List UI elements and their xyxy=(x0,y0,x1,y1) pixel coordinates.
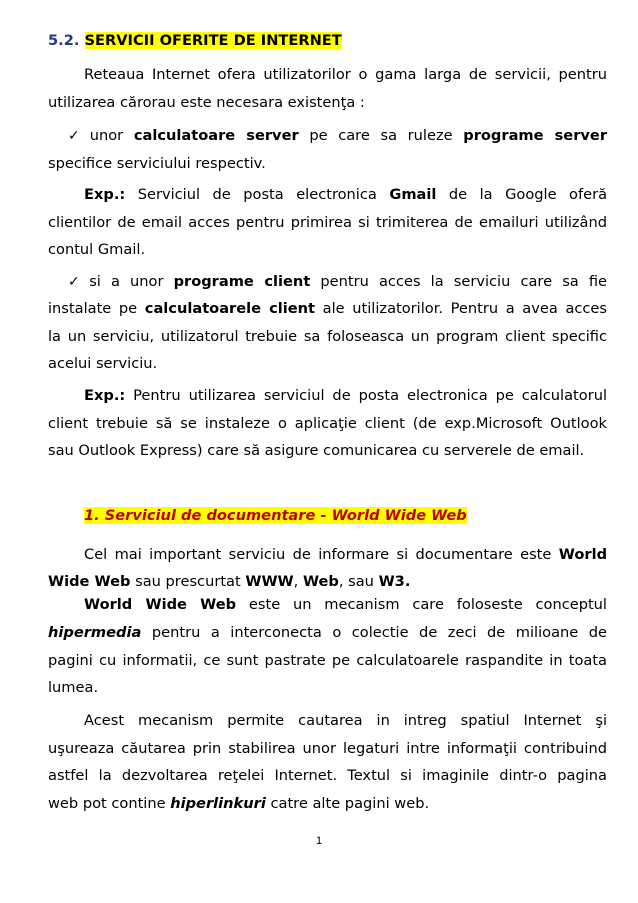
paragraph-2-line-4: lumea. xyxy=(48,679,99,696)
example-2-line-1: Exp.: Pentru utilizarea serviciul de posta electronica pe calculatorul xyxy=(84,387,607,404)
example-2-line-3: sau Outlook Express) care să asigure comunicarea cu serverele de email. xyxy=(48,442,585,459)
example-2-label: Exp.: xyxy=(84,387,126,404)
heading-number: 5.2. xyxy=(48,32,80,49)
example-2-line-2: client trebuie să se instaleze o aplicaţie client (de exp.Microsoft Outlook xyxy=(48,415,607,432)
bullet-2-line-2: instalate pe calculatoarele client ale utilizatorilor. Pentru a avea acces xyxy=(48,300,608,317)
bullet-1-term-server: calculatoare server xyxy=(133,127,299,144)
bullet-1-term-program: programe server xyxy=(463,127,608,144)
intro-line-2: utilizarea cărorau este necesara existenţa : xyxy=(48,94,365,111)
bullet-1-line-1: ✓ unor calculatoare server pe care sa ruleze programe server xyxy=(68,127,608,144)
intro-line-1: Reteaua Internet ofera utilizatorilor o gama larga de servicii, pentru xyxy=(84,66,607,83)
example-1-line-2: clientilor de email acces pentru primirea si trimiterea de emailuri utilizând xyxy=(48,214,607,231)
section-heading xyxy=(48,32,607,50)
paragraph-2-line-3: pagini cu informatii, ce sunt pastrate pe calculatoarele raspandite in toata xyxy=(48,652,607,669)
page-number: 1 xyxy=(315,835,323,847)
heading-title: SERVICII OFERITE DE INTERNET xyxy=(84,32,342,49)
example-1-label: Exp.: xyxy=(84,186,126,203)
bullet-2-line-3: la un serviciu, utilizatorul trebuie sa foloseasca un program client specific xyxy=(48,328,607,345)
bullet-1-line-2: specifice serviciului respectiv. xyxy=(48,155,266,172)
paragraph-1-line-2: Wide Web sau prescurtat WWW, Web, sau W3. xyxy=(48,573,411,590)
bullet-2-line-1: ✓ si a unor programe client pentru acces la serviciu care sa fie xyxy=(68,273,608,290)
paragraph-3-line-2: uşureaza căutarea prin stabilirea unor legaturi intre informaţii contribuind xyxy=(48,740,607,757)
checkmark-icon: ✓ xyxy=(68,128,86,144)
paragraph-1-line-1: Cel mai important serviciu de informare si documentare este World xyxy=(84,546,608,563)
section-1-title-line xyxy=(84,507,607,525)
paragraph-3-line-4: web pot contine hiperlinkuri catre alte pagini web. xyxy=(48,795,430,812)
paragraph-2-line-2: hipermedia pentru a interconecta o colectie de zeci de milioane de xyxy=(48,624,608,641)
section-1-title: 1. Serviciul de documentare - World Wide Web xyxy=(84,507,467,524)
example-1-line-1: Exp.: Serviciul de posta electronica Gmail de la Google oferă xyxy=(84,186,608,203)
example-1-line-3: contul Gmail. xyxy=(48,241,146,258)
paragraph-2-line-1: World Wide Web este un mecanism care foloseste conceptul xyxy=(84,596,607,613)
paragraph-3-line-3: astfel la dezvoltarea reţelei Internet. Textul si imaginile dintr-o pagina xyxy=(48,767,607,784)
paragraph-3-line-1: Acest mecanism permite cautarea in intreg spatiul Internet şi xyxy=(84,712,607,729)
checkmark-icon: ✓ xyxy=(68,274,86,290)
bullet-2-line-4: acelui serviciu. xyxy=(48,355,158,372)
